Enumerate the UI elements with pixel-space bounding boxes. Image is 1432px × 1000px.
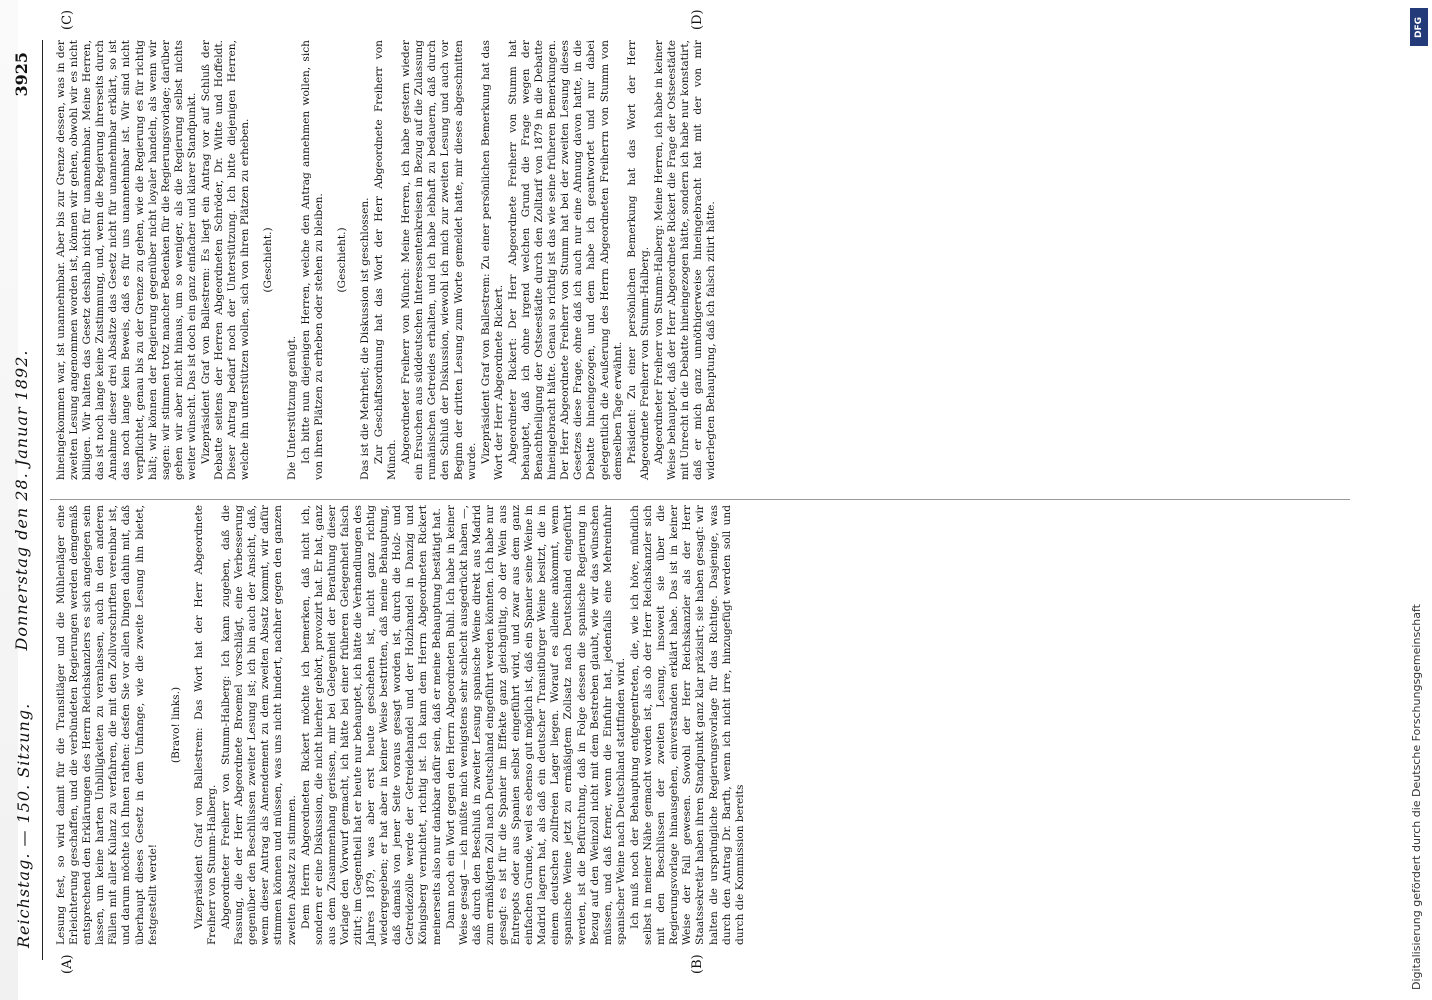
paragraph: hineingekommen war, ist unannehmbar. Aber bis zur Grenze dessen, was in der zweiten Lesung angenommen worden ist, können wir gehen, obwohl wir es nicht billigen. Wir halten das Gesetz deshalb nicht für unannehmbar. Meine Herren, das ist noch lange keine Zustimmung, und, wenn die Regierung ihrerseits durch Annahme dieser drei Absätze das Gesetz nicht für unannehmbar erklärt, so ist das noch lange kein Beweis, daß es für uns unannehmbar ist. Wir sind nicht verpflichtet, genau bis zu der Grenze zu gehen, wie die Regierung es für richtig hält; wir können der Regierung gegenüber nicht loyaler handeln, als wenn wir sagen: wir stimmen trotz mancher Bedenken für die Regierungsvorlage; darüber gehen wir aber nicht hinaus, um so weniger, als die Regierung selbst nichts weiter wünscht. Das ist doch ein ganz einfacher und klarer Standpunkt.: [55, 40, 198, 480]
applause-note: (Bravo! links.): [169, 686, 182, 764]
procedure-note: (Geschieht.): [335, 227, 348, 293]
left-column: [55, 505, 748, 945]
procedure-note: (Geschieht.): [262, 227, 275, 293]
paragraph: Zur Geschäftsordnung hat das Wort der Herr Abgeordnete Freiherr von Münch.: [372, 40, 399, 480]
paragraph: Vizepräsident Graf von Ballestrem: Das Wort hat der Herr Abgeordnete Freiherr von Stumm-Halberg.: [192, 505, 218, 945]
paragraph: Vizepräsident Graf von Ballestrem: Zu einer persönlichen Bemerkung hat das Wort der Herr Abgeordnete Rickert.: [479, 40, 505, 480]
paragraph: Abgeordneter Rickert: Der Herr Abgeordnete Freiherr von Stumm hat behauptet, daß ich ohne irgend welchen Grund die Frage wegen der Benachtheiligung der Ostseestädte durch den Zolltarif von 1879 in die Debatte hineingebracht hätte. Genau so richtig ist das wie seine früheren Bemerkungen. Der Herr Abgeordnete Freiherr von Stumm hat bei der zweiten Lesung dieses Gesetzes diese Frage, ohne daß ich auch nur eine Ahnung davon hatte, in die Debatte hineingezogen, und dem habe ich geantwortet und nur dabei gelegentlich die Aeußerung des Herrn Abgeordneten Freiherrn von Stumm von demselben Tage erwähnt.: [506, 40, 624, 480]
margin-marker-d: (D): [690, 9, 705, 30]
margin-marker-b: (B): [690, 954, 705, 974]
paragraph: Dann noch ein Wort gegen den Herrn Abgeordneten Buhl. Ich habe in keiner Weise gesagt — ich müßte mich wenigstens sehr schlecht ausgedrückt haben —, daß durch den Beschluß in zweiter Lesung spanische Weine direkt aus Madrid zum ermäßigten Zoll nach Deutschland eingeführt werden könnten. Ich habe nur gesagt: es ist für die Spanier im Effekte ganz gleichgültig, ob der Wein aus Entrepots oder aus Spanien selbst eingeführt wird, und zwar aus dem ganz einfachen Grunde, weil es ebenso gut möglich ist, daß ein Spanier seine Weine in Madrid lagern hat, als daß ein deutscher Transitbürger Weine besitzt, die in einem deutschen zollfreien Lager liegen. Worauf es alleine ankommt, wenn spanische Weine jetzt zu ermäßigtem Zollsatz nach Deutschland eingeführt werden, ist die Befürchtung, daß in Folge dessen die spanische Regierung in Bezug auf den Weinzoll nicht mit dem Bestreben glaubt, wie wir das wünschen müssen, und daß ferner, wenn die Einfuhr hat, jedenfalls eine Mehreinfuhr spanischer Weine nach Deutschland stattfinden wird.: [444, 505, 627, 945]
digitization-note: Digitalisierung gefördert durch die Deutsche Forschungsgemeinschaft: [1410, 604, 1423, 990]
paragraph: Präsident: Zu einer persönlichen Bemerkung hat das Wort der Herr Abgeordnete Freiherr von Stumm-Halberg.: [625, 40, 651, 480]
paragraph: Das ist die Mehrheit; die Diskussion ist geschlossen.: [358, 197, 371, 480]
paragraph: Lesung fest, so wird damit für die Transitläger und die Mühlenläger eine Erleichterung geschaffen, und die verbündeten Regierungen werden demgemäß entsprechend den Erklärungen des Herrn Reichskanzlers es sich angelegen sein lassen, um keine harten Unbilligkeiten zu veranlassen, auch in den anderen Fällen mit aller Kulanz zu verfahren, die mit den Zollvorschriften vereinbar ist, und darum möchte ich Ihnen rathen: desfen Sie vor allen Dingen dahin mit, daß überhaupt dieses Gesetz in dem Umfange, wie die zweite Lesung ihn bietet, festgestellt werde!: [55, 505, 159, 945]
header-center: Donnerstag den 28. Januar 1892.: [12, 349, 31, 651]
margin-marker-c: (C): [60, 9, 75, 30]
paragraph: Vizepräsident Graf von Ballestrem: Es liegt ein Antrag vor auf Schluß der Debatte seitens der Herren Abgeordneten Schröder, Dr. Witte und Hoffeldt. Dieser Antrag bedarf noch der Unterstützung. Ich bitte diejenigen Herren, welche ihn unterstützen wollen, sich von ihren Plätzen zu erheben.: [200, 40, 252, 480]
paragraph: Ich muß noch der Behauptung entgegentreten, die, wie ich höre, mündlich selbst in meiner Nähe gemacht worden ist, als ob der Herr Reichskanzler sich mit den Beschlüssen der zweiten Lesung, insoweit sie über die Regierungsvorlage hinausgehen, einverstanden erklärt habe. Das ist in keiner Weise der Fall gewesen. Sowohl der Herr Reichskanzler als der Herr Staatssekretär haben ihren Standpunkt ganz klar präzisirt; sie haben gesagt: wir halten die ursprüngliche Regierungsvorlage für das Richtige. Dasjenige, was durch den Antrag Dr. Barth, wenn ich nicht irre, hinzugefügt werden soll und durch die Kommission bereits: [628, 505, 746, 945]
column-divider: [50, 499, 1350, 500]
paragraph: Abgeordneter Freiherr von Stumm-Halberg: Meine Herren, ich habe in keiner Weise behauptet, daß der Herr Abgeordnete Rickert die Frage der Ostseestädte mit Unrecht in die Debatte hineingezogen hätte, sondern ich habe nur konstatirt, daß er mich ganz unnöthigerweise hineingebracht hat mit der von mir widerlegten Behauptung, daß ich falsch zitirt hätte.: [652, 40, 718, 480]
dfg-logo: DFG: [1410, 8, 1428, 46]
paragraph: Dem Herrn Abgeordneten Rickert möchte ich bemerken, daß nicht ich, sondern er eine Diskussion, die nicht hierher gehört, provozirt hat. Er hat, ganz aus dem Zusammenhang gerissen, mir bei Gelegenheit der Berathung dieser Vorlage den Vorwurf gemacht, ich hätte bei einer früheren Gelegenheit falsch zitirt; im Gegentheil hat er heute nur behauptet, ich hätte die Verhandlungen des Jahres 1879, was aber erst heute geschehen ist, nicht ganz richtig wiedergegeben; er hat aber in keiner Weise bestritten, daß meine Behauptung, daß damals von jener Seite voraus gesagt worden ist, durch die Holz- und Getreidezölle werde der Getreidehandel und der Holzhandel in Danzig und Königsberg vernichtet, richtig ist. Ich kann dem Herrn Abgeordneten Rickert meinerseits also nur dankbar dafür sein, daß er meine Behauptung bestätigt hat.: [299, 505, 443, 945]
paragraph: Abgeordneter Freiherr von Stumm-Halberg: Ich kann zugeben, daß die Fassung, die der Herr Abgeordnete Broemel vorschlägt, eine Verbesserung gegenüber den Beschlüssen zweiter Lesung ist; ich bin auch der Ansicht, daß, wenn dieser Antrag als Amendement zu dem zweiten Absatz kommt, wir dafür stimmen können und müssen, was uns nicht hindert, nachher gegen den ganzen zweiten Absatz zu stimmen.: [220, 505, 298, 945]
header-rule: [42, 40, 43, 960]
paragraph: Die Unterstützung genügt.: [285, 335, 298, 480]
right-column: [55, 40, 719, 480]
paragraph: Abgeordneter Freiherr von Münch: Meine Herren, ich habe gestern wieder ein Ersuchen aus süddeutschen Interessentenkreisen in Bezug auf die Zulassung rumänischen Getreides erhalten, und ich habe lebhaft zu bedauern, daß durch den Schluß der Diskussion, wiewohl ich mich zur zweiten Lesung und auch vor Beginn der dritten Lesung zum Worte gemeldet hatte, mir dieses abgeschnitten wurde.: [400, 40, 478, 480]
margin-marker-a: (A): [60, 954, 75, 974]
digitization-note-strip: [1404, 0, 1432, 1000]
header-left: Reichstag. — 150. Sitzung.: [14, 702, 33, 948]
page-number: 3925: [12, 52, 31, 97]
paragraph: Ich bitte nun diejenigen Herren, welche den Antrag annehmen wollen, sich von ihren Plätzen zu erheben oder stehen zu bleiben.: [299, 40, 325, 480]
